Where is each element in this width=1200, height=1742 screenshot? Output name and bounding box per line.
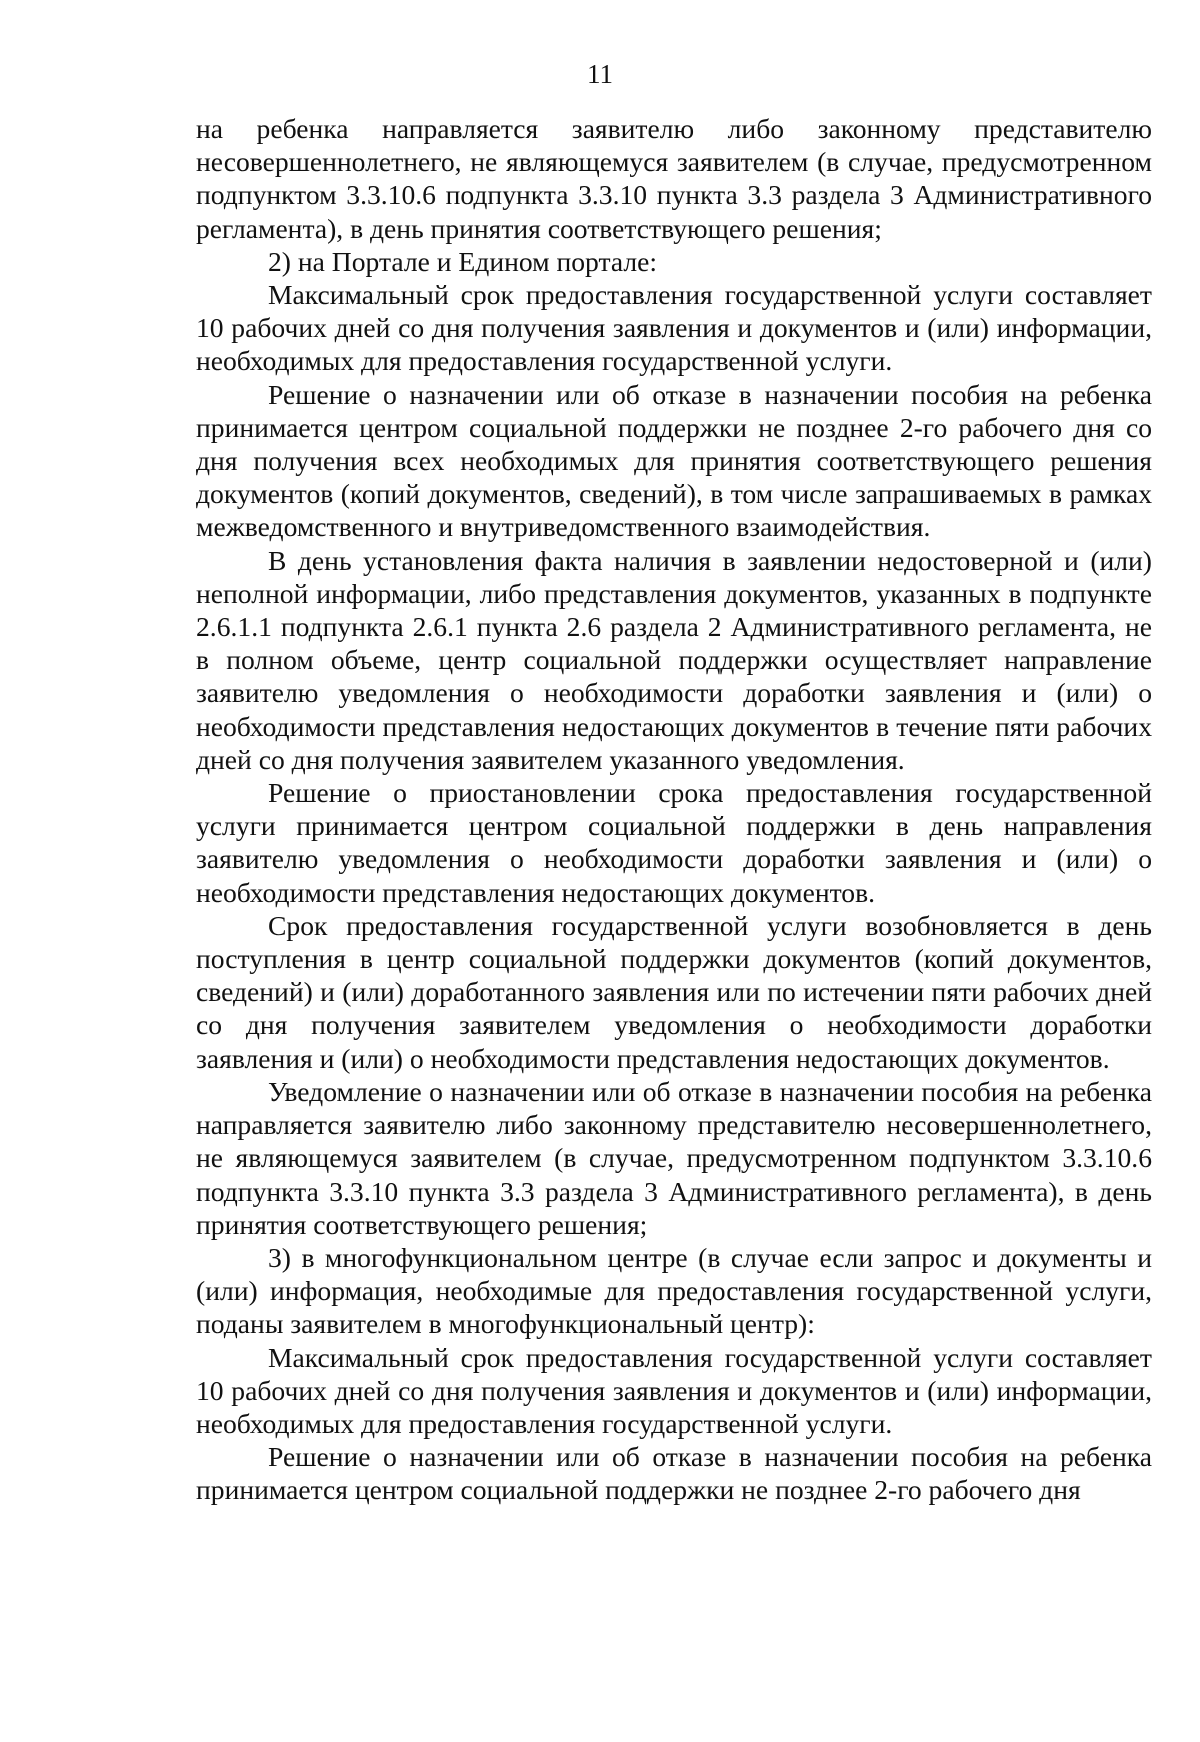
document-body	[196, 112, 1152, 1507]
paragraph-1: на ребенка направляется заявителю либо законному представителю несовершеннолетнего, не являющемуся заявителем (в случае, предусмотренном подпунктом 3.3.10.6 подпункта 3.3.10 пункта 3.3 раздела 3 Административного регламента), в день принятия соответствующего решения;	[196, 113, 1152, 244]
paragraph-5: В день установления факта наличия в заявлении недостоверной и (или) неполной информации, либо представления документов, указанных в подпункте 2.6.1.1 подпункта 2.6.1 пункта 2.6 раздела 2 Административного регламента, не в полном объеме, центр социальной поддержки осуществляет направление заявителю уведомления о необходимости доработки заявления и (или) о необходимости представления недостающих документов в течение пяти рабочих дней со дня получения заявителем указанного уведомления.	[196, 544, 1152, 775]
paragraph-11: Решение о назначении или об отказе в назначении пособия на ребенка принимается центром социальной поддержки не позднее 2-го рабочего дня	[196, 1441, 1152, 1506]
paragraph-10: Максимальный срок предоставления государственной услуги составляет 10 рабочих дней со дня получения заявления и документов и (или) информации, необходимых для предоставления государственной услуги.	[196, 1341, 1152, 1439]
paragraph-2: 2) на Портале и Едином портале:	[268, 245, 658, 277]
paragraph-9: 3) в многофункциональном центре (в случае если запрос и документы и (или) информация, необходимые для предоставления государственной услуги, поданы заявителем в многофункциональный центр):	[196, 1241, 1152, 1340]
paragraph-8: Уведомление о назначении или об отказе в назначении пособия на ребенка направляется заявителю либо законному представителю несовершеннолетнего, не являющемуся заявителем (в случае, предусмотренном подпунктом 3.3.10.6 подпункта 3.3.10 пункта 3.3 раздела 3 Административного регламента), в день принятия соответствующего решения;	[196, 1075, 1152, 1240]
paragraph-7: Срок предоставления государственной услуги возобновляется в день поступления в центр социальной поддержки документов (копий документов, сведений) и (или) доработанного заявления или по истечении пяти рабочих дней со дня получения заявителем уведомления о необходимости доработки заявления и (или) о необходимости представления недостающих документов.	[196, 909, 1152, 1074]
paragraph-3: Максимальный срок предоставления государственной услуги составляет 10 рабочих дней со дня получения заявления и документов и (или) информации, необходимых для предоставления государственной услуги.	[196, 279, 1152, 377]
paragraph-4: Решение о назначении или об отказе в назначении пособия на ребенка принимается центром социальной поддержки не позднее 2-го рабочего дня со дня получения всех необходимых для принятия соответствующего решения документов (копий документов, сведений), в том числе запрашиваемых в рамках межведомственного и внутриведомственного взаимодействия.	[196, 378, 1152, 543]
paragraph-6: Решение о приостановлении срока предоставления государственной услуги принимается центром социальной поддержки в день направления заявителю уведомления о необходимости доработки заявления и (или) о необходимости представления недостающих документов.	[196, 777, 1152, 908]
page-number: 11	[587, 59, 613, 89]
